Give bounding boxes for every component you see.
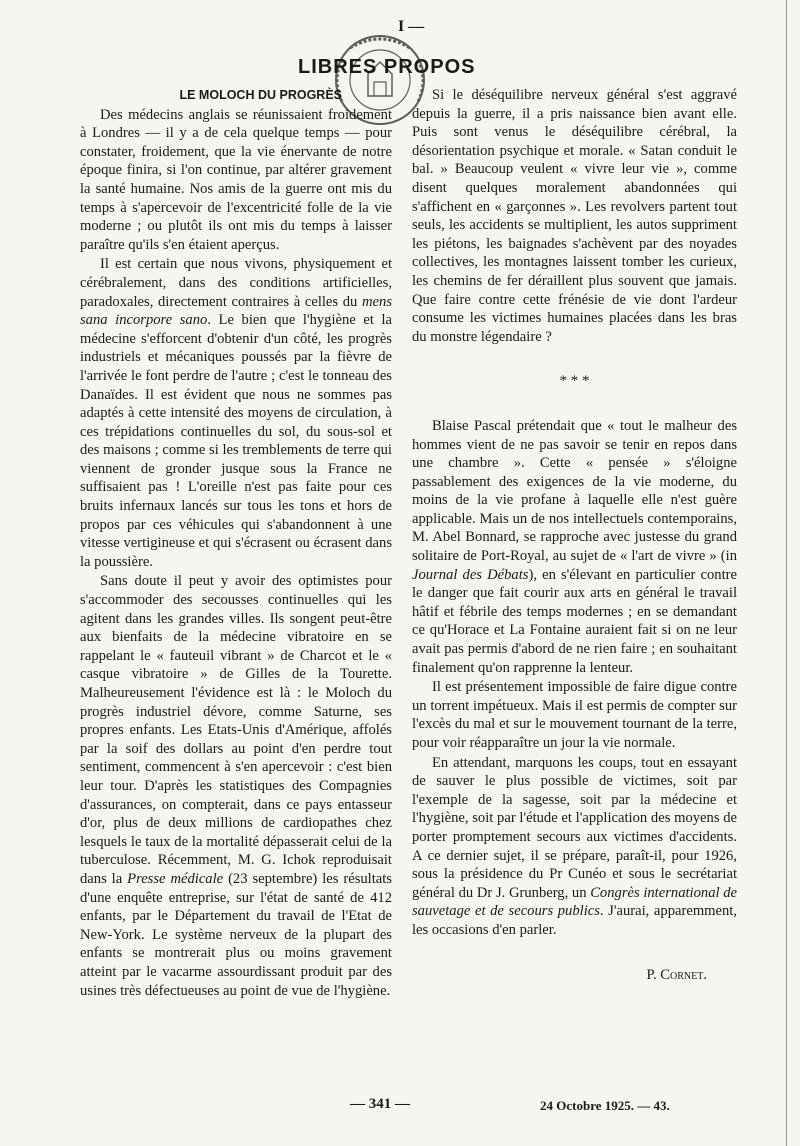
paragraph: Sans doute il peut y avoir des optimistes pour s'accommoder des secousses continuelles qui les agitent dans les grandes villes. Ils songent peut-être aux bienfaits de la médecine vibratoire en se rappelant le « fauteuil vibrant » de Charcot et le « casque vibratoire » de Gilles de la Tourette. Malheureusement l'évidence est là : le Moloch du progrès industriel dévore, comme Saturne, ses propres enfants. Les Etats-Unis d'Amérique, affolés par la soif des dollars au point d'en perdre tout sentiment, commencent à s'en apercevoir : c'est bien leur tour. D'après les statistiques des Compagnies d'assurances, on compterait, dans ce pays entasseur d'or, plus de deux millions de cardiopathes chez lesquels le taux de la mortalité dépasserait celui de la tuberculose. Récemment, M. G. Ichok reproduisait dans la Presse médicale (23 septembre) les résultats d'une enquête entreprise, sur l'état de santé de 412 enfants, par le Département du travail de l'Etat de New-York. Le système nerveux de la plupart des enfants se montrerait plus ou moins gravement atteint par le vacarme assourdissant produit par des usines très défectueuses au point de vue de l'hygiène. — [80, 573, 392, 999]
journal-title: Presse médicale — [127, 870, 224, 887]
paragraph: Il est certain que nous vivons, physiquement et cérébralement, dans des conditions artificielles, paradoxales, directement contraires à celles du mens sana incorpore sano. Le bien que l'hygiène et la médecine s'efforcent d'obtenir d'un côté, les progrès industriels et mécaniques poussés par la fièvre de l'arrivée le font perdre de l'autre ; c'est le tonneau des Danaïdes. Il est évident que nous ne sommes pas adaptés à cette intensité des moyens de circulation, à ces trépidations continuelles du sol, du sous-sol et des maisons ; comme si les tremblements de terre qui viennent de gronder jusque sous la France ne suffisaient pas ! L'oreille n'est pas faite pour ces bruits infernaux lancés sur tous les tons et hors de propos par ces véhicules qui s'abandonnent à une vitesse vertigineuse et qui s'écrasent ou écrasent dans la poussière. — [80, 256, 393, 570]
section-separator: * * * — [559, 373, 590, 390]
left-column — [80, 86, 392, 1000]
page-title: LIBRES PROPOS — [298, 56, 476, 78]
issue-date: 24 Octobre 1925. — 43. — [540, 1098, 670, 1113]
author-signature: P. Cornet. — [646, 966, 707, 983]
congress-title: Congrès international de sauvetage et de secours publics — [412, 884, 737, 920]
paragraph: Si le déséquilibre nerveux général s'est aggravé depuis la guerre, il a pris naissance bien avant elle. Puis sont venus le déséquilibre cérébral, la désorientation psychique et morale. « Satan conduit le bal. » Beaucoup veulent « vivre leur vie », comme disent quelques moralement abandonnées qui s'affichent en « garçonnes ». Les revolvers partent tout seuls, les accidents se multiplient, les autos suppriment les piétons, les baignades s'achèvent par des noyades collectives, les montagnes laissent tomber les curieux, les chemins de fer déraillent plus souvent que jamais. Que faire contre cette frénésie de vie dont l'ardeur consume les victimes humaines placées dans les bras du monstre légendaire ? — [412, 87, 737, 345]
paragraph: En attendant, marquons les coups, tout en essayant de sauver le plus possible de victimes, soit par l'exemple de la sagesse, soit par la médecine et l'hygiène, soit par l'étude et l'application des moyens de porter promptement secours aux victimes d'accidents. A ce dernier sujet, il se prépare, paraît-il, pour 1926, sous la présidence du Pr Cunéo et sous le secrétariat général du Dr J. Grunberg, un Congrès international de sauvetage et de secours publics. J'aurai, apparemment, les occasions d'en parler. — [412, 754, 737, 938]
paragraph: Des médecins anglais se réunissaient froidement à Londres — il y a de cela quelque temps — pour constater, froidement, que la vie énervante de notre époque finira, si l'on continue, par altérer gravement la santé humaine. Nos amis de la guerre ont mis du temps à s'apercevoir de l'excentricité folle de la vie moderne ; ou plutôt ils ont mis du temps à laisser paraître qu'ils s'en étaient aperçus. — [80, 106, 392, 253]
paragraph: Blaise Pascal prétendait que « tout le malheur des hommes vient de ne pas savoir se tenir en repos dans une chambre ». Cette « pensée » s'éloigne passablement des exigences de la vie moderne, du moins de la vie profane à laquelle elle n'est guère applicable. Mais un de nos intellectuels contemporains, M. Abel Bonnard, se rapproche avec justesse du grand solitaire de Port-Royal, au sujet de « l'art de vivre » (in Journal des Débats), en s'élevant en particulier contre le danger que fait courir aux arts en général le travail hâtif et fébrile des temps modernes ; en se demandant ce qu'Horace et La Fontaine auraient fait si on ne leur avait pas permis d'abord de ne rien faire ; en souhaitant finalement qu'on rapprenne la lenteur. — [412, 417, 738, 676]
article-title: LE MOLOCH DU PROGRÈS — [179, 88, 342, 102]
latin-quote: mens sana incorpore sano — [80, 293, 392, 329]
journal-title: Journal des Débats — [412, 566, 529, 583]
page-edge-line — [786, 0, 787, 1146]
page-number: — 341 — — [350, 1096, 410, 1112]
right-column — [412, 86, 737, 984]
paragraph: Il est présentement impossible de faire digue contre un torrent impétueux. Mais il est permis de compter sur l'excès du mal et sur le mouvement tournant de la terre, pour voir réapparaître un jour la vie normale. — [412, 679, 737, 751]
section-number: I — — [398, 18, 425, 35]
